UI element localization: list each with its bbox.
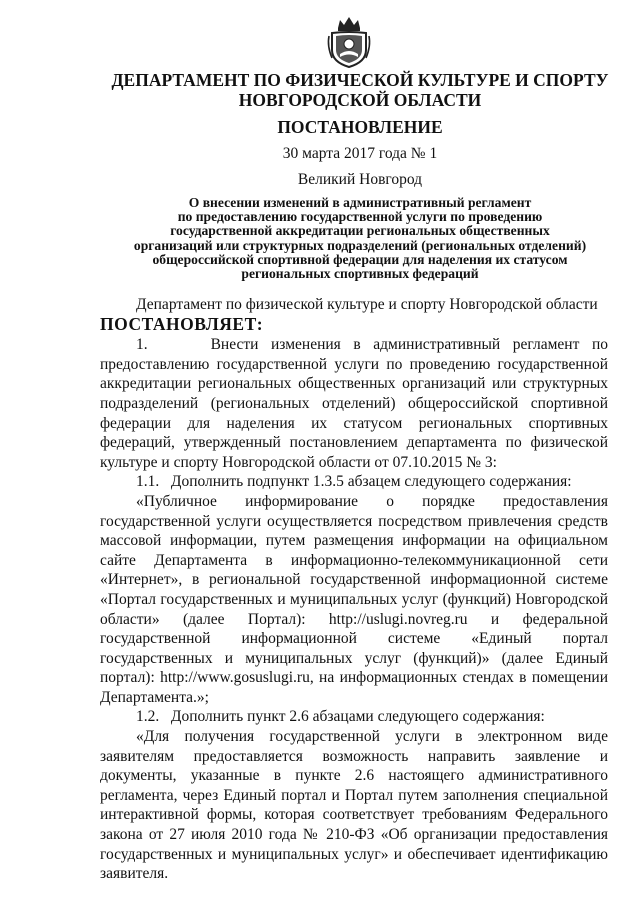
title-line-2: по предоставлению государственной услуги по проведению xyxy=(177,209,543,225)
paragraph-1-2: 1.2. Дополнить пункт 2.6 абзацами следующего содержания: xyxy=(136,708,545,726)
quote-1: «Публичное информирование о порядке предоставления государственной услуги осуществляется посредством привлечения средств массовой информации, путем размещения информации на официальном сайте Департамента в информационно-телекоммуникационной сети «Интернет», в региональной государственной информационной системе «Портал государственных и муниципальных услуг (функций) Новгородской области» (далее Портал): http://uslugi.novreg.ru и федеральной государственной информационной системе «Единый портал государственных и муниципальных услуг (функций)» (далее Единый портал): http://www.gosuslugi.ru, на информационных стендах в помещении Департамента.»; xyxy=(100,492,608,706)
title-line-1: О внесении изменений в административный регламент xyxy=(188,195,532,210)
document-title xyxy=(95,196,625,281)
title-line-3: государственной аккредитации региональных общественных xyxy=(170,223,550,239)
paragraph-1-1: 1.1. Дополнить подпункт 1.3.5 абзацем следующего содержания: xyxy=(136,473,572,491)
decree-word xyxy=(100,315,608,336)
title-line-6: региональных спортивных федераций xyxy=(241,266,479,282)
city: Великий Новгород xyxy=(297,171,423,188)
decree-word-text: ПОСТАНОВЛЯЕТ: xyxy=(100,313,264,334)
paragraph-1: 1. Внести изменения в административный регламент по предоставлению государственной услуги по проведению государственной аккредитации региональных общественных организаций или структурных подразделений (региональных отделений) общероссийской спортивной федерации для наделения их статусом региональных спортивных федераций, утвержденный постановлением департамента по физической культуре и спорту Новгородской области от 07.10.2015 № 3: xyxy=(100,336,608,471)
org-line-1: ДЕПАРТАМЕНТ ПО ФИЗИЧЕСКОЙ КУЛЬТУРЕ И СПОРТУ xyxy=(111,70,609,90)
intro-paragraph: Департамент по физической культуре и спорту Новгородской области xyxy=(136,296,598,313)
coat-of-arms-icon xyxy=(326,14,372,70)
date-number: 30 марта 2017 года № 1 xyxy=(282,145,438,162)
document-type: ПОСТАНОВЛЕНИЕ xyxy=(277,117,443,137)
document-body xyxy=(100,295,608,884)
org-line-2: НОВГОРОДСКОЙ ОБЛАСТИ xyxy=(238,90,482,110)
title-line-4: организаций или структурных подразделений (региональных отделений) xyxy=(133,237,587,253)
organization-name xyxy=(70,70,640,110)
quote-2: «Для получения государственной услуги в электронном виде заявителям предоставляется возможность направить заявление и документы, указанные в пункте 2.6 настоящего административного регламента, через Единый портал и Портал путем заполнения специальной интерактивной формы, которая соответствует требованиям Федерального закона от 27 июля 2010 года № 210-ФЗ «Об организации предоставления государственных и муниципальных услуг» и обеспечивает идентификацию заявителя. xyxy=(100,728,608,883)
title-line-5: общероссийской спортивной федерации для наделения их статусом xyxy=(152,251,568,267)
